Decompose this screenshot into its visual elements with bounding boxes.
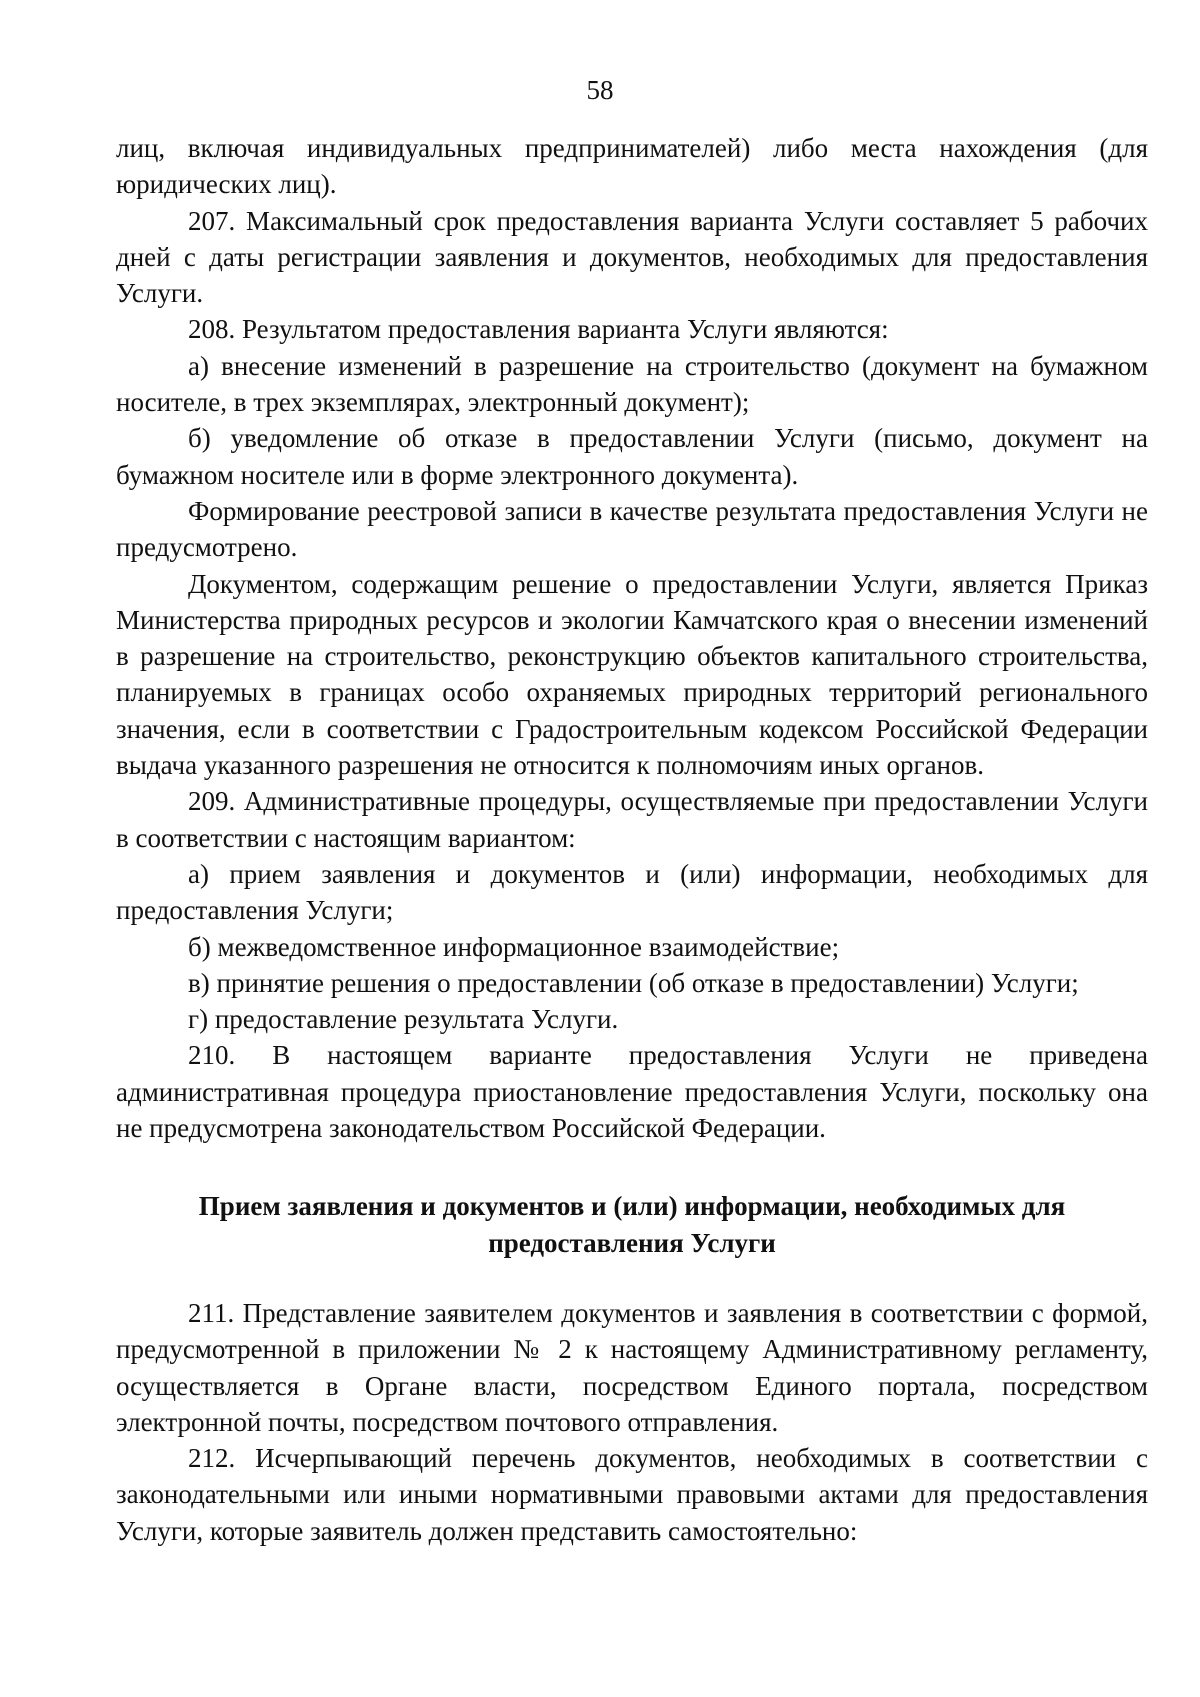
paragraph-continuation: лиц, включая индивидуальных предпринимателей) либо места нахождения (для юридических лиц). (116, 133, 1148, 200)
section-heading: Прием заявления и документов и (или) информации, необходимых для предоставления Услуги (198, 1191, 1066, 1258)
paragraph-decision-document: Документом, содержащим решение о предоставлении Услуги, является Приказ Министерства природных ресурсов и экологии Камчатского края о внесении изменений в разрешение на строительство, реконструкцию объектов капитального строительства, планируемых в границах особо охраняемых природных территорий регионального значения, если в соответствии с Градостроительным кодексом Российской Федерации выдача указанного разрешения не относится к полномочиям иных органов. (116, 568, 1148, 781)
paragraph-209: 209. Административные процедуры, осуществляемые при предоставлении Услуги в соответствии с настоящим вариантом: (116, 786, 1148, 853)
paragraph-208-item-b: б) уведомление об отказе в предоставлении Услуги (письмо, документ на бумажном носителе или в форме электронного документа). (116, 423, 1148, 490)
paragraph-211: 211. Представление заявителем документов и заявления в соответствии с формой, предусмотренной в приложении № 2 к настоящему Административному регламенту, осуществляется в Органе власти, посредством Единого портала, посредством электронной почты, посредством почтового отправления. (116, 1297, 1148, 1437)
paragraph-210: 210. В настоящем варианте предоставления Услуги не приведена административная процедура приостановление предоставления Услуги, поскольку она не предусмотрена законодательством Российской Федерации. (116, 1040, 1148, 1144)
paragraph-208: 208. Результатом предоставления варианта Услуги являются: (188, 314, 889, 345)
paragraph-208-item-a: а) внесение изменений в разрешение на строительство (документ на бумажном носителе, в трех экземплярах, электронный документ); (116, 350, 1148, 418)
paragraph-209-item-v: в) принятие решения о предоставлении (об отказе в предоставлении) Услуги; (188, 967, 1079, 998)
page-number: 58 (586, 75, 614, 105)
paragraph-209-item-b: б) межведомственное информационное взаимодействие; (188, 931, 840, 962)
paragraph-registry-record: Формирование реестровой записи в качестве результата предоставления Услуги не предусмотрено. (116, 495, 1148, 563)
paragraph-207: 207. Максимальный срок предоставления варианта Услуги составляет 5 рабочих дней с даты регистрации заявления и документов, необходимых для предоставления Услуги. (116, 205, 1148, 309)
paragraph-212: 212. Исчерпывающий перечень документов, необходимых в соответствии с законодательными или иными нормативными правовыми актами для предоставления Услуги, которые заявитель должен представить самостоятельно: (116, 1443, 1148, 1546)
document-body (116, 130, 1148, 1549)
paragraph-209-item-g: г) предоставление результата Услуги. (188, 1004, 619, 1035)
paragraph-209-item-a: а) прием заявления и документов и (или) информации, необходимых для предоставления Услуги; (116, 858, 1148, 926)
